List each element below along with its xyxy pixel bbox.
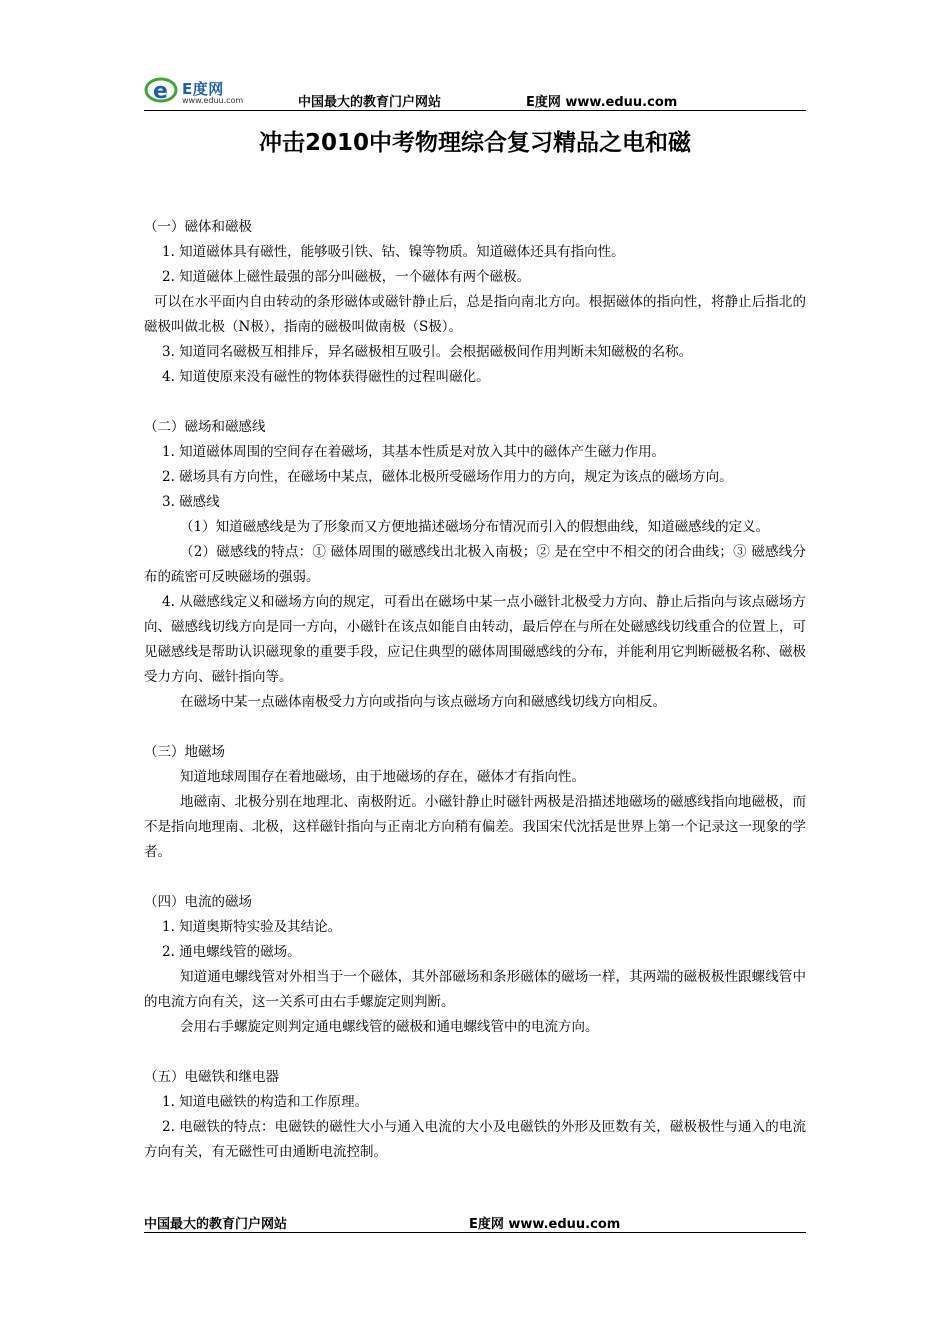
- paragraph: 3. 磁感线: [162, 494, 220, 510]
- section-heading: （二）磁场和磁感线: [144, 419, 266, 435]
- paragraph: 1. 知道电磁铁的构造和工作原理。: [162, 1094, 369, 1110]
- section-heading: （五）电磁铁和继电器: [144, 1069, 279, 1085]
- spacer: [144, 865, 806, 890]
- spacer: [144, 715, 806, 740]
- paragraph: 2. 知道磁体上磁性最强的部分叫磁极，一个磁体有两个磁极。: [162, 269, 531, 285]
- paragraph: 在磁场中某一点磁体南极受力方向或指向与该点磁场方向和磁感线切线方向相反。: [180, 694, 666, 710]
- paragraph: 可以在水平面内自由转动的条形磁体或磁针静止后，总是指向南北方向。根据磁体的指向性，将静止后指北的磁极叫做北极（N极），指南的磁极叫做南极（S极）。: [144, 294, 806, 335]
- paragraph: （2）磁感线的特点：① 磁体周围的磁感线出北极入南极；② 是在空中不相交的闭合曲线；③ 磁感线分布的疏密可反映磁场的强弱。: [144, 544, 806, 585]
- logo-title: E度网: [182, 80, 224, 98]
- document-body: [144, 215, 806, 1165]
- paragraph: 2. 电磁铁的特点：电磁铁的磁性大小与通入电流的大小及电磁铁的外形及匝数有关，磁极极性与通入的电流方向有关，有无磁性可由通断电流控制。: [144, 1119, 806, 1160]
- paragraph: 2. 磁场具有方向性，在磁场中某点，磁体北极所受磁场作用力的方向，规定为该点的磁场方向。: [162, 469, 733, 485]
- page-footer: [144, 1210, 806, 1233]
- paragraph: 1. 知道磁体具有磁性，能够吸引铁、钴、镍等物质。知道磁体还具有指向性。: [162, 244, 625, 260]
- header-site-link[interactable]: E度网 www.eduu.com: [526, 95, 678, 110]
- site-logo[interactable]: [144, 72, 254, 112]
- section-heading: （一）磁体和磁极: [144, 219, 252, 235]
- paragraph: 2. 通电螺线管的磁场。: [162, 944, 301, 960]
- paragraph: 3. 知道同名磁极互相排斥，异名磁极相互吸引。会根据磁极间作用判断未知磁极的名称。: [162, 344, 693, 360]
- paragraph: （1）知道磁感线是为了形象而又方便地描述磁场分布情况而引入的假想曲线，知道磁感线的定义。: [180, 519, 770, 535]
- e-logo-icon: [144, 72, 180, 106]
- section-heading: （三）地磁场: [144, 744, 225, 760]
- paragraph: 4. 从磁感线定义和磁场方向的规定，可看出在磁场中某一点小磁针北极受力方向、静止后指向与该点磁场方向、磁感线切线方向是同一方向，小磁针在该点如能自由转动，最后停在与所在处磁感线切线重合的位置上，可见磁感线是帮助认识磁现象的重要手段，应记住典型的磁体周围磁感线的分布，并能利用它判断磁极名称、磁极受力方向、磁针指向等。: [144, 594, 806, 685]
- spacer: [144, 1040, 806, 1065]
- paragraph: 1. 知道磁体周围的空间存在着磁场，其基本性质是对放入其中的磁体产生磁力作用。: [162, 444, 666, 460]
- document-title: 冲击2010中考物理综合复习精品之电和磁: [258, 130, 691, 156]
- paragraph: 1. 知道奥斯特实验及其结论。: [162, 919, 342, 935]
- section-heading: （四）电流的磁场: [144, 894, 252, 910]
- header-slogan: 中国最大的教育门户网站: [298, 95, 442, 110]
- paragraph: 知道通电螺线管对外相当于一个磁体，其外部磁场和条形磁体的磁场一样，其两端的磁极极性跟螺线管中的电流方向有关，这一关系可由右手螺旋定则判断。: [144, 969, 806, 1010]
- page-header: [144, 66, 806, 111]
- footer-site-link[interactable]: E度网 www.eduu.com: [469, 1217, 621, 1232]
- paragraph: 会用右手螺旋定则判定通电螺线管的磁极和通电螺线管中的电流方向。: [180, 1019, 599, 1035]
- svg-text:e: e: [153, 79, 168, 104]
- logo-url: www.eduu.com: [182, 96, 244, 105]
- paragraph: 地磁南、北极分别在地理北、南极附近。小磁针静止时磁针两极是沿描述地磁场的磁感线指向地磁极，而不是指向地理南、北极，这样磁针指向与正南北方向稍有偏差。我国宋代沈括是世界上第一个记录这一现象的学者。: [144, 794, 806, 860]
- paragraph: 知道地球周围存在着地磁场，由于地磁场的存在，磁体才有指向性。: [180, 769, 585, 785]
- paragraph: 4. 知道使原来没有磁性的物体获得磁性的过程叫磁化。: [162, 369, 490, 385]
- spacer: [144, 390, 806, 415]
- footer-slogan: 中国最大的教育门户网站: [144, 1217, 288, 1232]
